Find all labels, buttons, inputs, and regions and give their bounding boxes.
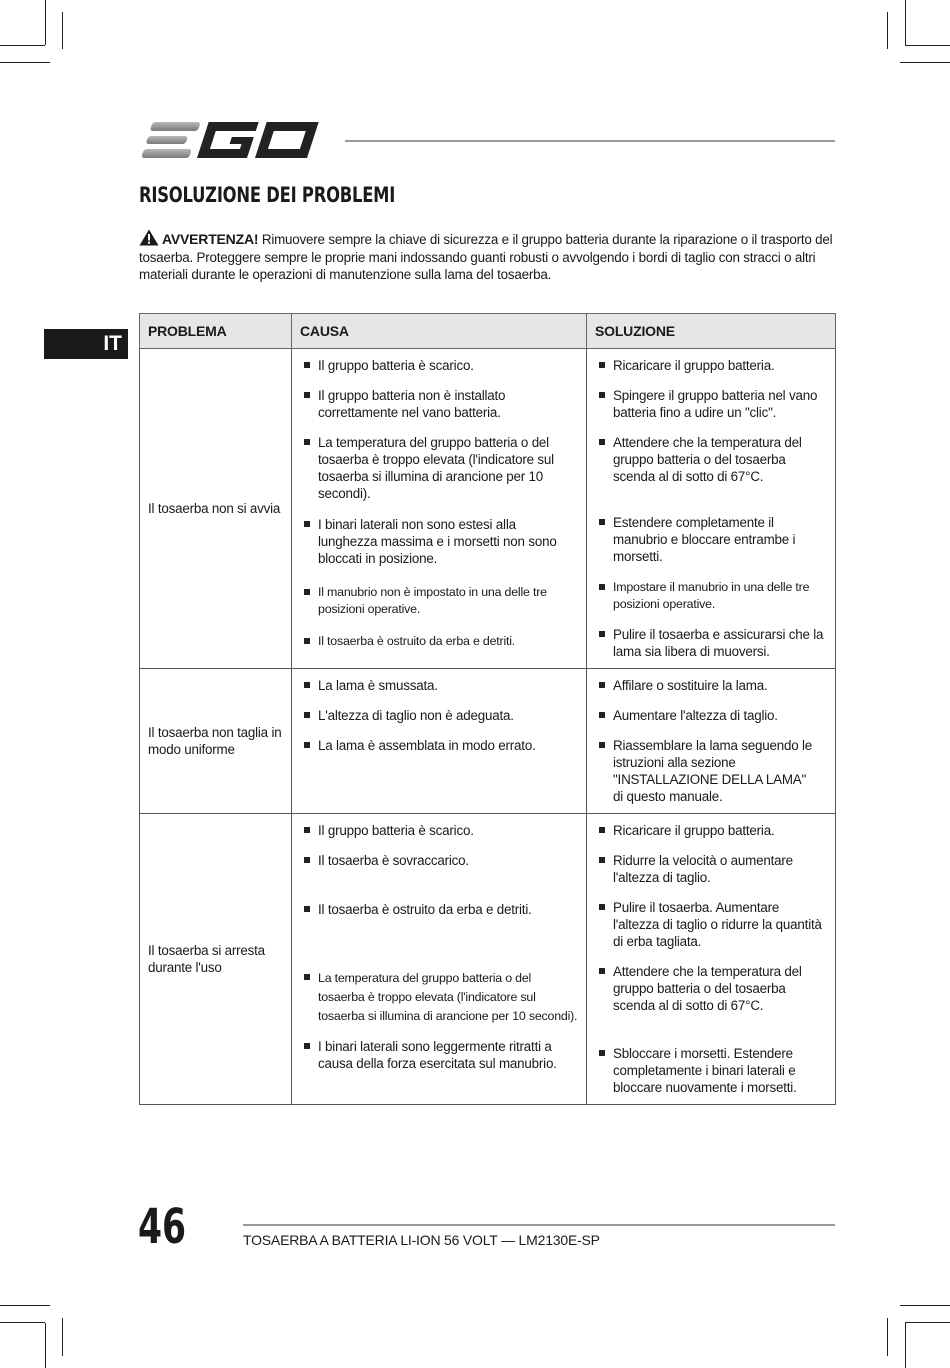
crop-mark <box>0 45 45 46</box>
cause-item: L'altezza di taglio non è adeguata. <box>302 707 578 724</box>
cause-item: Il gruppo batteria non è installato correttamente nel vano batteria. <box>302 387 578 421</box>
cause-item: Il tosaerba è ostruito da erba e detriti. <box>302 901 578 918</box>
solution-item: Ricaricare il gruppo batteria. <box>597 822 827 839</box>
warning-triangle-icon <box>139 229 159 246</box>
warning-text: Rimuovere sempre la chiave di sicurezza e il gruppo batteria durante la riparazione o il trasporto del tosaerba. Proteggere sempre le proprie mani indossando guanti robusti o avvolgendo i bordi di taglio con stracci o altri materiali durante le operazioni di manutenzione sulla lama del tosaerba. <box>139 232 833 282</box>
header-solution: SOLUZIONE <box>587 314 836 349</box>
crop-mark <box>887 1318 888 1356</box>
solution-item: Pulire il tosaerba. Aumentare l'altezza di taglio o ridurre la quantità di erba tagliata. <box>597 899 827 950</box>
cause-item: La temperatura del gruppo batteria o del tosaerba è troppo elevata (l'indicatore sul tosaerba si illumina di arancione per 10 secondi). <box>302 969 578 1026</box>
crop-mark <box>45 1323 46 1368</box>
cause-item: I binari laterali non sono estesi alla lunghezza massima e i morsetti non sono bloccati in posizione. <box>302 516 578 567</box>
ego-logo <box>138 118 328 162</box>
solution-cell <box>587 349 836 669</box>
solution-item: Ricaricare il gruppo batteria. <box>597 357 827 374</box>
table-row <box>140 349 836 669</box>
footer-text: TOSAERBA A BATTERIA LI-ION 56 VOLT — LM2130E-SP <box>243 1232 600 1248</box>
table-header-row <box>140 314 836 349</box>
page-title: RISOLUZIONE DEI PROBLEMI <box>139 183 396 207</box>
cause-item: La lama è smussata. <box>302 677 578 694</box>
solution-item: Estendere completamente il manubrio e bloccare entrambe i morsetti. <box>597 514 827 565</box>
page-number: 46 <box>138 1199 187 1255</box>
solution-item: Riassemblare la lama seguendo le istruzioni alla sezione "INSTALLAZIONE DELLA LAMA" di questo manuale. <box>597 737 827 805</box>
header-problem: PROBLEMA <box>140 314 292 349</box>
table-row <box>140 669 836 814</box>
crop-mark <box>45 0 46 45</box>
cause-item: Il manubrio non è impostato in una delle tre posizioni operative. <box>302 584 578 618</box>
crop-mark <box>0 1322 45 1323</box>
cause-item: La lama è assemblata in modo errato. <box>302 737 578 754</box>
solution-item: Affilare o sostituire la lama. <box>597 677 827 694</box>
crop-mark <box>900 1305 950 1306</box>
language-tab: IT <box>44 329 128 359</box>
cause-item: La temperatura del gruppo batteria o del tosaerba è troppo elevata (l'indicatore sul tosaerba si illumina di arancione per 10 secondi). <box>302 434 578 502</box>
crop-mark <box>905 0 906 45</box>
header-rule <box>345 140 835 142</box>
solution-cell <box>587 669 836 814</box>
cause-item: Il gruppo batteria è scarico. <box>302 822 578 839</box>
cause-item: Il tosaerba è sovraccarico. <box>302 852 578 869</box>
cause-item: I binari laterali sono leggermente ritratti a causa della forza esercitata sul manubrio. <box>302 1038 578 1072</box>
solution-item: Spingere il gruppo batteria nel vano batteria fino a udire un "clic". <box>597 387 827 421</box>
table-row <box>140 814 836 1105</box>
crop-mark <box>905 45 950 46</box>
solution-item: Pulire il tosaerba e assicurarsi che la lama sia libera di muoversi. <box>597 626 827 660</box>
warning-paragraph <box>139 229 839 284</box>
crop-mark <box>887 12 888 49</box>
cause-item: Il tosaerba è ostruito da erba e detriti. <box>302 633 578 650</box>
crop-mark <box>905 1322 950 1323</box>
solution-item: Impostare il manubrio in una delle tre posizioni operative. <box>597 579 827 613</box>
crop-mark <box>900 62 950 63</box>
solution-item: Attendere che la temperatura del gruppo batteria o del tosaerba scenda al di sotto di 67°C. <box>597 434 827 485</box>
crop-mark <box>62 12 63 49</box>
cause-item: Il gruppo batteria è scarico. <box>302 357 578 374</box>
crop-mark <box>0 62 50 63</box>
solution-cell <box>587 814 836 1105</box>
cause-cell <box>292 349 587 669</box>
problem-cell: Il tosaerba si arresta durante l'uso <box>140 814 292 1105</box>
troubleshooting-table <box>139 313 836 1105</box>
crop-mark <box>62 1318 63 1356</box>
solution-item: Sbloccare i morsetti. Estendere completamente i binari laterali e bloccare nuovamente i morsetti. <box>597 1045 827 1096</box>
cause-cell <box>292 814 587 1105</box>
footer-rule <box>243 1224 835 1226</box>
warning-label: AVVERTENZA! <box>162 231 259 247</box>
solution-item: Aumentare l'altezza di taglio. <box>597 707 827 724</box>
cause-cell <box>292 669 587 814</box>
problem-cell: Il tosaerba non taglia in modo uniforme <box>140 669 292 814</box>
problem-cell: Il tosaerba non si avvia <box>140 349 292 669</box>
crop-mark <box>905 1323 906 1368</box>
solution-item: Attendere che la temperatura del gruppo batteria o del tosaerba scenda al di sotto di 67°C. <box>597 963 827 1014</box>
header-cause: CAUSA <box>292 314 587 349</box>
solution-item: Ridurre la velocità o aumentare l'altezza di taglio. <box>597 852 827 886</box>
crop-mark <box>0 1305 50 1306</box>
